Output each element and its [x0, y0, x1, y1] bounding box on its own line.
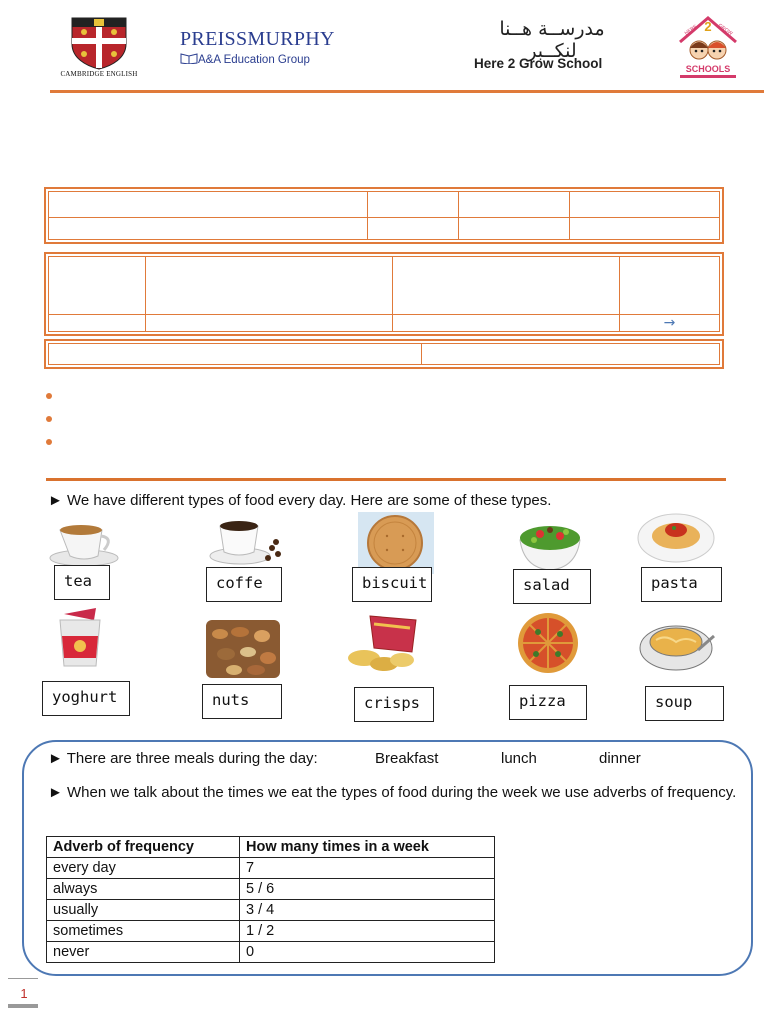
food-label-soup: soup: [645, 686, 724, 721]
table-cell: 3 / 4: [240, 900, 495, 921]
adverbs-text: ► When we talk about the times we eat the types of food during the week we use adverbs of frequency.: [48, 784, 737, 801]
cambridge-caption: CAMBRIDGE ENGLISH: [60, 70, 138, 78]
table-row: [47, 879, 495, 900]
form-cell[interactable]: [570, 192, 720, 218]
page-number: 1: [20, 986, 28, 1001]
table-header: How many times in a week: [240, 837, 495, 858]
food-label-yoghurt: yoghurt: [42, 681, 130, 716]
table-row: [47, 942, 495, 963]
header-divider: [50, 90, 764, 93]
frequency-table: [46, 836, 495, 963]
student-info-box: [44, 187, 724, 244]
crisps-bag-icon: [344, 612, 424, 674]
here2grow-logo: [672, 12, 744, 82]
food-label-crisps: crisps: [354, 687, 434, 722]
form-cell[interactable]: [49, 344, 422, 365]
pizza-icon: [508, 612, 588, 674]
bullet-dot: [46, 439, 52, 445]
coffee-cup-icon: [206, 512, 286, 574]
table-row: [47, 858, 495, 879]
food-label-salad: salad: [513, 569, 591, 604]
salad-bowl-icon: [510, 512, 590, 574]
student-info-table: [48, 191, 720, 240]
meal-breakfast: Breakfast: [375, 750, 439, 767]
lesson-info-table: [48, 256, 720, 332]
table-header-row: [47, 837, 495, 858]
page-number-rule: [8, 978, 38, 979]
school-name-arabic: مدرســة هــنا لنكــبر: [499, 18, 605, 62]
soup-bowl-icon: [638, 612, 718, 674]
meals-text: ► There are three meals during the day:: [48, 750, 318, 767]
publisher-subtitle-text: A&A Education Group: [198, 54, 310, 66]
table-cell: 1 / 2: [240, 921, 495, 942]
food-label-nuts: nuts: [202, 684, 282, 719]
h2g-logo-schools: SCHOOLS: [685, 64, 731, 74]
form-cell[interactable]: [620, 315, 720, 332]
food-label-biscuit: biscuit: [352, 567, 432, 602]
publisher-subtitle: [180, 52, 310, 66]
objective-table: [48, 343, 720, 365]
form-cell[interactable]: [146, 257, 393, 315]
form-cell[interactable]: [393, 315, 620, 332]
book-icon: [180, 52, 198, 64]
bullet-dot: [46, 393, 52, 399]
svg-text:GROW: GROW: [716, 22, 734, 37]
table-cell: usually: [47, 900, 240, 921]
svg-text:HERE: HERE: [683, 23, 699, 37]
bullet-dot: [46, 416, 52, 422]
intro-text: ► We have different types of food every day. Here are some of these types.: [48, 492, 552, 509]
table-cell: never: [47, 942, 240, 963]
school-name-english: Here 2 Grow School: [474, 56, 603, 71]
table-row: [47, 900, 495, 921]
form-cell[interactable]: [49, 192, 368, 218]
form-cell[interactable]: [368, 192, 459, 218]
page-number-bar: [8, 1004, 38, 1008]
objective-box: [44, 339, 724, 369]
cambridge-shield-logo: [68, 16, 130, 70]
food-label-coffe: coffe: [206, 567, 282, 602]
form-cell[interactable]: [146, 315, 393, 332]
form-cell[interactable]: [49, 257, 146, 315]
nuts-icon: [204, 618, 284, 680]
table-row: [47, 921, 495, 942]
form-cell[interactable]: [49, 218, 368, 240]
form-cell[interactable]: [570, 218, 720, 240]
pasta-plate-icon: [636, 506, 716, 568]
table-cell: always: [47, 879, 240, 900]
table-header: Adverb of frequency: [47, 837, 240, 858]
section-divider: [46, 478, 726, 481]
form-cell[interactable]: [422, 344, 720, 365]
table-cell: 0: [240, 942, 495, 963]
yoghurt-cup-icon: [44, 606, 124, 668]
publisher-title: PREISSMURPHY: [180, 28, 335, 50]
meal-lunch: lunch: [501, 750, 537, 767]
svg-text:2: 2: [704, 19, 712, 34]
form-cell[interactable]: [459, 218, 570, 240]
meal-dinner: dinner: [599, 750, 641, 767]
table-cell: every day: [47, 858, 240, 879]
food-label-pasta: pasta: [641, 567, 722, 602]
table-cell: sometimes: [47, 921, 240, 942]
food-label-pizza: pizza: [509, 685, 587, 720]
form-cell[interactable]: [620, 257, 720, 315]
form-cell[interactable]: [393, 257, 620, 315]
table-cell: 5 / 6: [240, 879, 495, 900]
bullet-list: [46, 393, 52, 462]
table-cell: 7: [240, 858, 495, 879]
biscuit-icon: [356, 512, 436, 574]
arrow-icon: →: [663, 315, 676, 331]
lesson-info-box: [44, 252, 724, 336]
form-cell[interactable]: [49, 315, 146, 332]
food-label-tea: tea: [54, 565, 110, 600]
form-cell[interactable]: [459, 192, 570, 218]
form-cell[interactable]: [368, 218, 459, 240]
